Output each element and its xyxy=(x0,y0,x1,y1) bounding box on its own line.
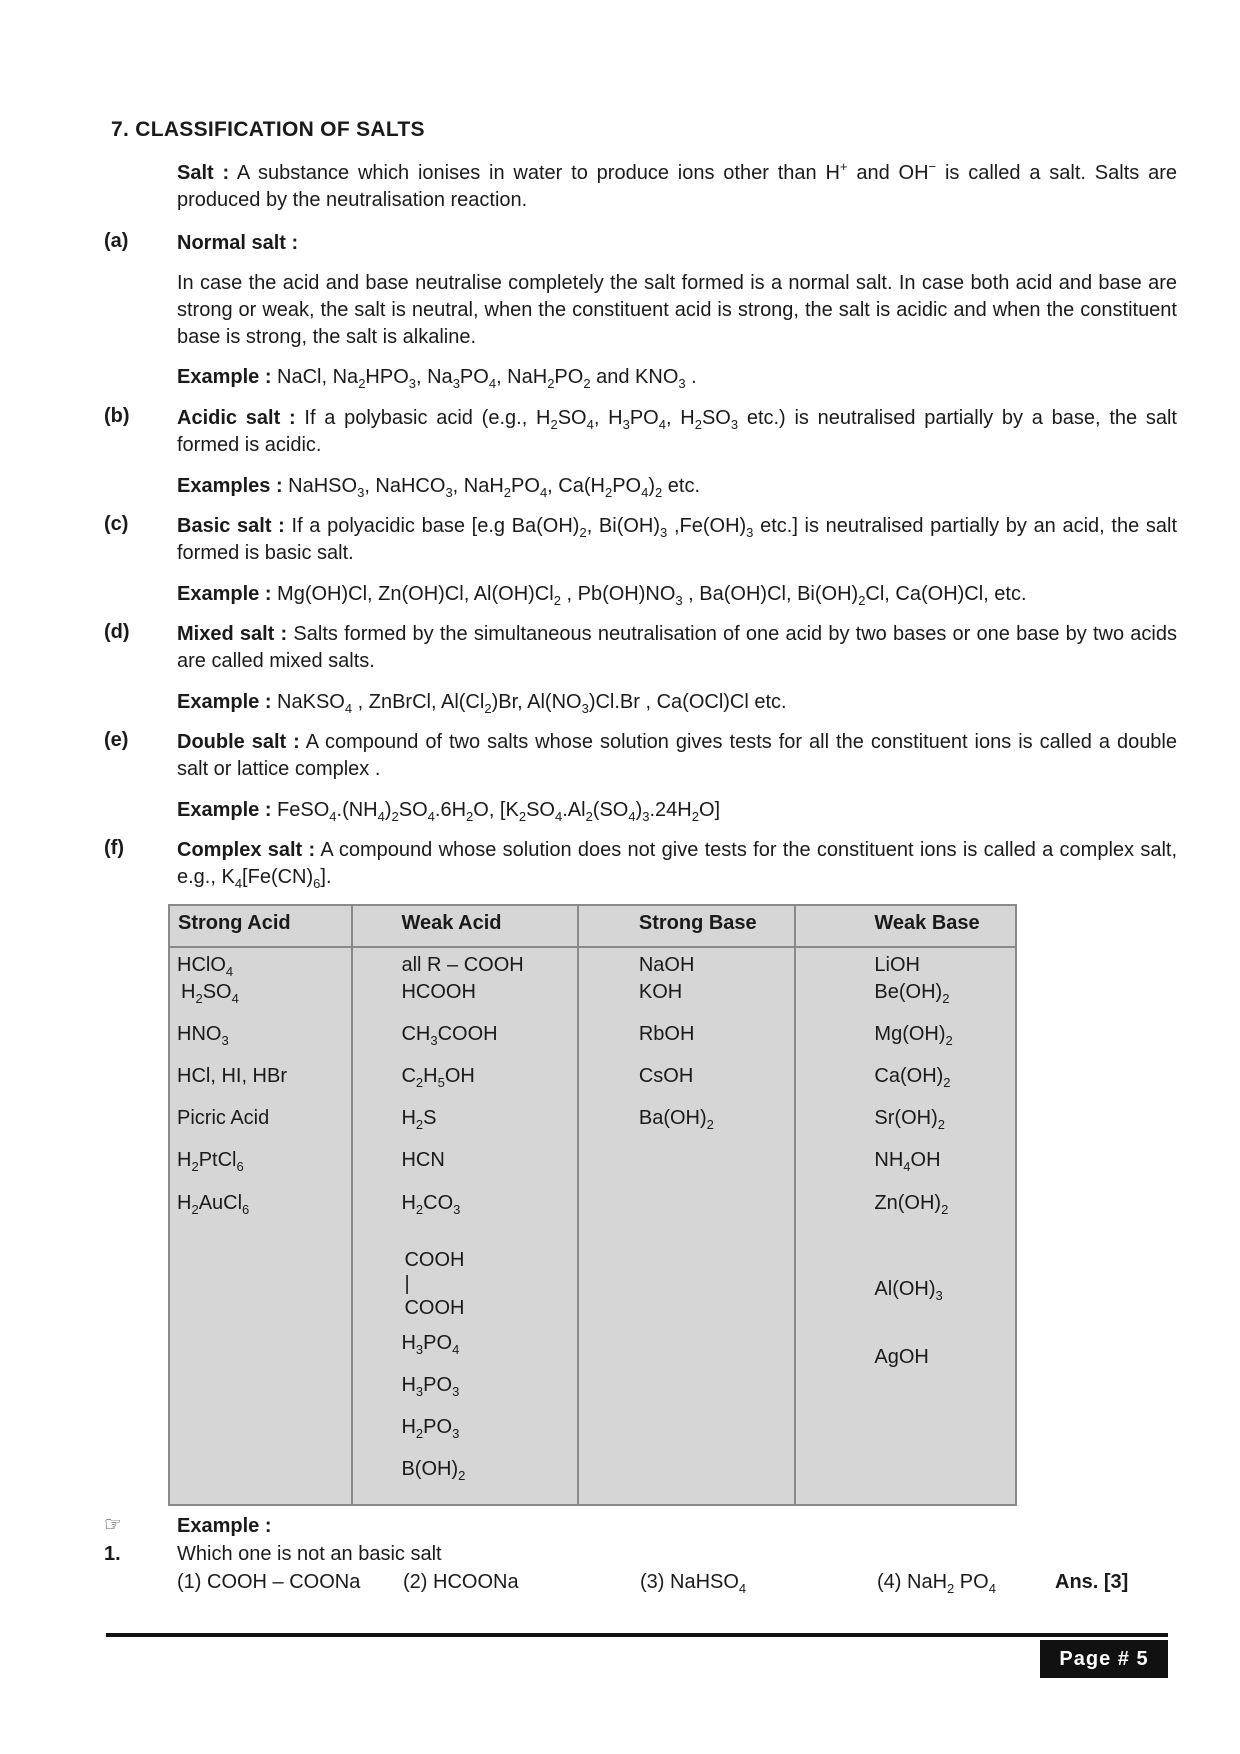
table-cell: HCl, HI, HBr xyxy=(177,1065,287,1087)
normal-salt-text: In case the acid and base neutralise completely the salt formed is a normal salt. In case both acid and base are strong or weak, the salt is neutral, when the constituent acid is strong, the salt is acidic and when the constituent base is strong, the salt is alkaline. xyxy=(177,272,1177,348)
strong-base-column xyxy=(578,947,796,1505)
pointing-hand-icon: ☞ xyxy=(104,1514,122,1536)
strong-acid-column xyxy=(169,947,352,1505)
option-3: (3) NaHSO$_4$ xyxy=(640,1571,747,1596)
example-label: Example : xyxy=(177,691,272,713)
acidic-salt-example: Examples : NaHSO$_3$, NaHCO$_3$, $NaH_2PO_4$, $Ca(H_2PO_4)_2$ etc. xyxy=(177,475,701,500)
acidic-salt-text: Acidic salt : If a polybasic acid (e.g., $H_2SO_4$, $H_3PO_4$, $H_2SO_3$ etc.) is neutralised partially by a base, the salt formed is acidic. xyxy=(177,407,1177,456)
label-e: (e) xyxy=(104,729,129,751)
table-cell: $H_2SO_4$ xyxy=(181,981,239,1006)
salt-sup-minus: − xyxy=(928,159,937,174)
mixed-salt-example: Example : NaKSO$_4$ , ZnBrCl, $Al(Cl_2)Br$, $Al(NO_3)Cl.Br$ , Ca(OCl)Cl etc. xyxy=(177,691,787,716)
salt-term: Salt : xyxy=(177,162,230,184)
table-cell: $H_2PtCl_6$ xyxy=(177,1149,244,1174)
table-cell: $Al(OH)_3$ xyxy=(874,1278,943,1303)
table-cell: HCOOH xyxy=(401,981,476,1003)
option-2: (2) HCOONa xyxy=(403,1571,519,1593)
table-cell: $HNO_3$ xyxy=(177,1023,229,1048)
label-c: (c) xyxy=(104,513,129,535)
acid-base-table xyxy=(168,904,1017,1506)
normal-salt-title: Normal salt : xyxy=(177,232,299,254)
table-cell: CsOH xyxy=(638,1065,694,1087)
question-number: 1. xyxy=(104,1543,121,1565)
weak-base-column xyxy=(795,947,1016,1505)
mixed-salt-title: Mixed salt : xyxy=(177,623,288,645)
footer-rule xyxy=(106,1633,1168,1637)
table-cell: $H_2CO_3$ xyxy=(401,1192,461,1217)
weak-acid-column xyxy=(352,947,577,1505)
example-label: Examples : xyxy=(177,475,283,497)
table-cell: $C_2H_5OH$ xyxy=(401,1065,475,1090)
table-cell: RbOH xyxy=(638,1023,695,1045)
example-label: Example : xyxy=(177,366,272,388)
table-header-row xyxy=(169,905,1016,947)
question-text: Which one is not an basic salt xyxy=(177,1543,442,1565)
table-cell: AgOH xyxy=(874,1346,929,1368)
oxalic-acid-structure: COOH | COOH xyxy=(404,1249,465,1319)
table-cell: KOH xyxy=(638,981,683,1003)
table-cell: $H_3PO_4$ xyxy=(401,1332,460,1357)
table-cell: $Sr(OH)_2$ xyxy=(874,1107,945,1132)
table-cell: LiOH xyxy=(874,954,920,976)
basic-salt-example: Example : Mg(OH)Cl, Zn(OH)Cl, $Al(OH)Cl_2$ , $Pb(OH)NO_3$ , Ba(OH)Cl, $Bi(OH)_2Cl$, Ca(OH)Cl, etc. xyxy=(177,583,1027,608)
table-cell: $CH_3COOH$ xyxy=(401,1023,498,1048)
salt-text-3: is called a salt. Salts are produced by the neutralisation reaction. xyxy=(177,162,1177,211)
table-cell: $H_2S$ xyxy=(401,1107,437,1132)
table-cell: NaOH xyxy=(638,954,695,976)
table-cell: $NH_4OH$ xyxy=(874,1149,941,1174)
table-cell: $Mg(OH)_2$ xyxy=(874,1023,953,1048)
complex-salt-text: Complex salt : A compound whose solution does not give tests for the constituent ions is called a complex salt, e.g., $K_4[Fe(CN)_6]$. xyxy=(177,839,1178,891)
double-salt-example: Example : $FeSO_4.(NH_4)_2SO_4.6H_2O$, $[K_2SO_4.Al_2(SO_4)_3.24H_2O]$ xyxy=(177,799,721,824)
example-label: Example : xyxy=(177,799,272,821)
option-4: (4) NaH$_2$ $PO_4$ xyxy=(877,1571,996,1596)
header-weak-acid: Weak Acid xyxy=(352,905,577,947)
table-cell: $B(OH)_2$ xyxy=(401,1458,466,1483)
double-salt-title: Double salt : xyxy=(177,731,300,753)
salt-sup-plus: + xyxy=(839,159,848,174)
label-b: (b) xyxy=(104,405,130,427)
table-cell: Picric Acid xyxy=(177,1107,270,1129)
page-number-badge: Page # 5 xyxy=(1040,1640,1168,1678)
table-cell: all R – COOH xyxy=(401,954,524,976)
basic-salt-title: Basic salt : xyxy=(177,515,285,537)
acidic-salt-title: Acidic salt : xyxy=(177,407,296,429)
table-cell: $H_2PO_3$ xyxy=(401,1416,460,1441)
table-cell: $H_3PO_3$ xyxy=(401,1374,460,1399)
double-salt-text: Double salt : A compound of two salts whose solution gives tests for all the constituent ions is called a double salt or lattice complex . xyxy=(177,731,1178,780)
label-a: (a) xyxy=(104,230,129,252)
header-strong-acid: Strong Acid xyxy=(169,905,352,947)
basic-salt-text: Basic salt : If a polyacidic base [e.g $Ba(OH)_2$, $Bi(OH)_3$ $,Fe(OH)_3$ etc.] is neutralised partially by an acid, the salt formed is basic salt. xyxy=(177,515,1178,564)
label-d: (d) xyxy=(104,621,130,643)
table-cell: $Ca(OH)_2$ xyxy=(874,1065,951,1090)
table-cell: $H_2AuCl_6$ xyxy=(177,1192,250,1217)
example-label: Example : xyxy=(177,583,272,605)
header-weak-base: Weak Base xyxy=(795,905,1016,947)
section-heading: 7. CLASSIFICATION OF SALTS xyxy=(111,118,425,141)
table-cell: $Ba(OH)_2$ xyxy=(638,1107,714,1132)
salt-definition xyxy=(177,160,1177,214)
salt-text-1: A substance which ionises in water to produce ions other than H xyxy=(236,162,840,184)
salt-text-2: and OH xyxy=(847,162,929,184)
table-cell: HCN xyxy=(401,1149,445,1171)
table-cell: $Be(OH)_2$ xyxy=(874,981,950,1006)
complex-salt-title: Complex salt : xyxy=(177,839,316,861)
table-cell: HClO$_4$ xyxy=(177,954,234,979)
table-cell: $Zn(OH)_2$ xyxy=(874,1192,949,1217)
option-1: (1) COOH – COONa xyxy=(177,1571,361,1593)
answer: Ans. [3] xyxy=(1055,1571,1129,1593)
normal-salt-example: Example : NaCl, $Na_2HPO_3$, $Na_3PO_4$, $NaH_2PO_2$ and $KNO_3$ . xyxy=(177,366,697,391)
label-f: (f) xyxy=(104,837,124,859)
example-heading: Example : xyxy=(177,1515,272,1537)
header-strong-base: Strong Base xyxy=(578,905,796,947)
mixed-salt-text: Mixed salt : Salts formed by the simultaneous neutralisation of one acid by two bases or one base by two acids are called mixed salts. xyxy=(177,623,1177,672)
table-body-row xyxy=(169,947,1016,1505)
